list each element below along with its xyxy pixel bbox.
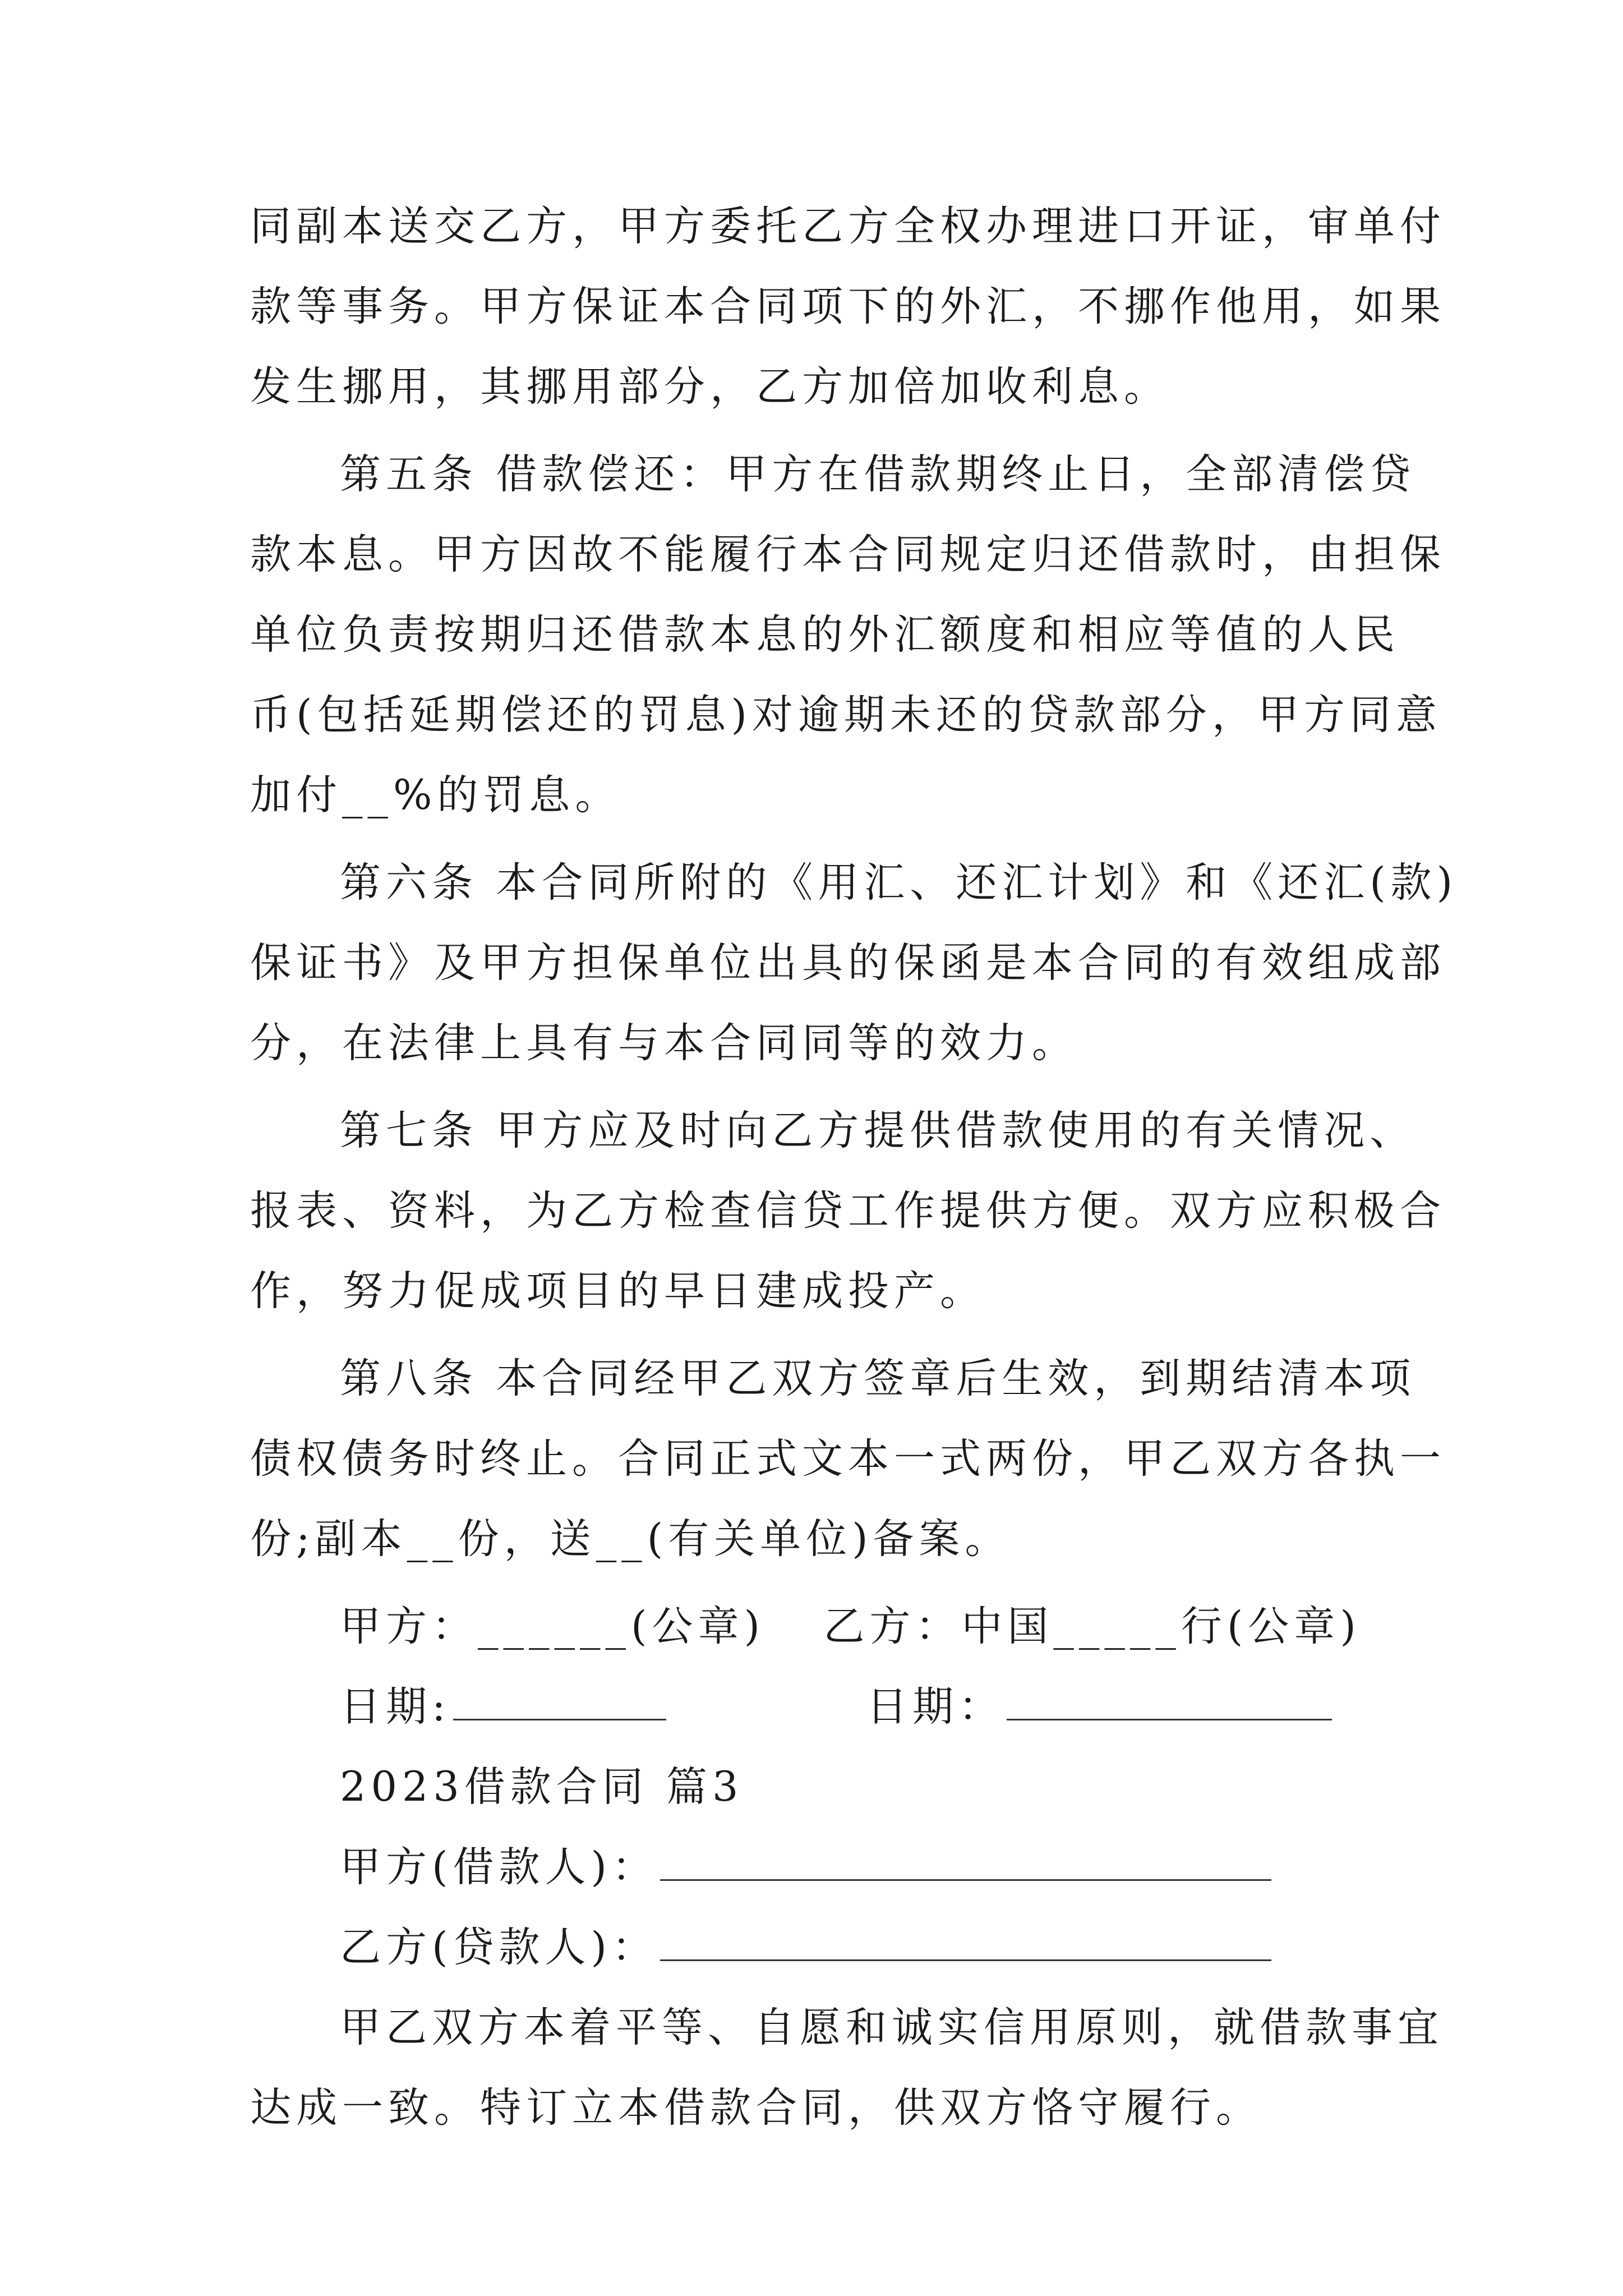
text-line: 保证书》及甲方担保单位出具的保函是本合同的有效组成部 — [250, 939, 1446, 987]
text-line: 币(包括延期偿还的罚息)对逾期未还的贷款部分，甲方同意 — [250, 691, 1442, 739]
lender-line — [340, 1920, 1274, 1976]
section-title: 2023借款合同 篇3 — [340, 1763, 744, 1811]
article-6-line: 第六条 本合同所附的《用汇、还汇计划》和《还汇(款) — [340, 859, 1458, 907]
article-8-line: 第八条 本合同经甲乙双方签章后生效，到期结清本项 — [340, 1355, 1416, 1402]
borrower-line — [340, 1839, 1274, 1895]
text-line: 款本息。甲方因故不能履行本合同规定归还借款时，由担保 — [250, 531, 1446, 578]
date-a-label: 日期: — [340, 1683, 451, 1731]
lender-blank — [660, 1920, 1271, 1961]
date-b-group — [866, 1679, 1334, 1735]
text-line: 单位负责按期归还借款本息的外汇额度和相应等值的人民 — [250, 611, 1400, 659]
text-line: 报表、资料，为乙方检查信贷工作提供方便。双方应积极合 — [250, 1187, 1446, 1235]
party-a-seal: 甲方：______(公章) — [340, 1603, 765, 1650]
date-a-blank — [453, 1680, 666, 1720]
closing-line: 达成一致。特订立本借款合同，供双方恪守履行。 — [250, 2084, 1262, 2132]
text-line: 款等事务。甲方保证本合同项下的外汇，不挪作他用，如果 — [250, 283, 1446, 330]
text-line: 发生挪用，其挪用部分，乙方加倍加收利息。 — [250, 363, 1170, 411]
date-line — [340, 1679, 1405, 1735]
closing-line: 甲乙双方本着平等、自愿和诚实信用原则，就借款事宜 — [340, 2004, 1444, 2051]
text-line: 份;副本__份，送__(有关单位)备案。 — [250, 1515, 1011, 1563]
borrower-blank — [660, 1840, 1271, 1881]
party-b-seal: 乙方：中国_____行(公章) — [823, 1603, 1361, 1650]
date-b-blank — [1007, 1680, 1332, 1720]
article-5-line: 第五条 借款偿还：甲方在借款期终止日，全部清偿贷 — [340, 450, 1416, 498]
text-line: 分，在法律上具有与本合同同等的效力。 — [250, 1019, 1078, 1067]
date-b-label: 日期： — [866, 1683, 1004, 1731]
signature-line — [340, 1599, 1361, 1655]
text-line: 同副本送交乙方，甲方委托乙方全权办理进口开证，审单付 — [250, 203, 1446, 250]
text-line: 债权债务时终止。合同正式文本一式两份，甲乙双方各执一 — [250, 1435, 1446, 1483]
borrower-label: 甲方(借款人)： — [340, 1843, 658, 1891]
lender-label: 乙方(贷款人)： — [340, 1924, 658, 1971]
text-line: 作，努力促成项目的早日建成投产。 — [250, 1267, 986, 1315]
text-line: 加付__%的罚息。 — [250, 771, 621, 819]
article-7-line: 第七条 甲方应及时向乙方提供借款使用的有关情况、 — [340, 1107, 1416, 1154]
